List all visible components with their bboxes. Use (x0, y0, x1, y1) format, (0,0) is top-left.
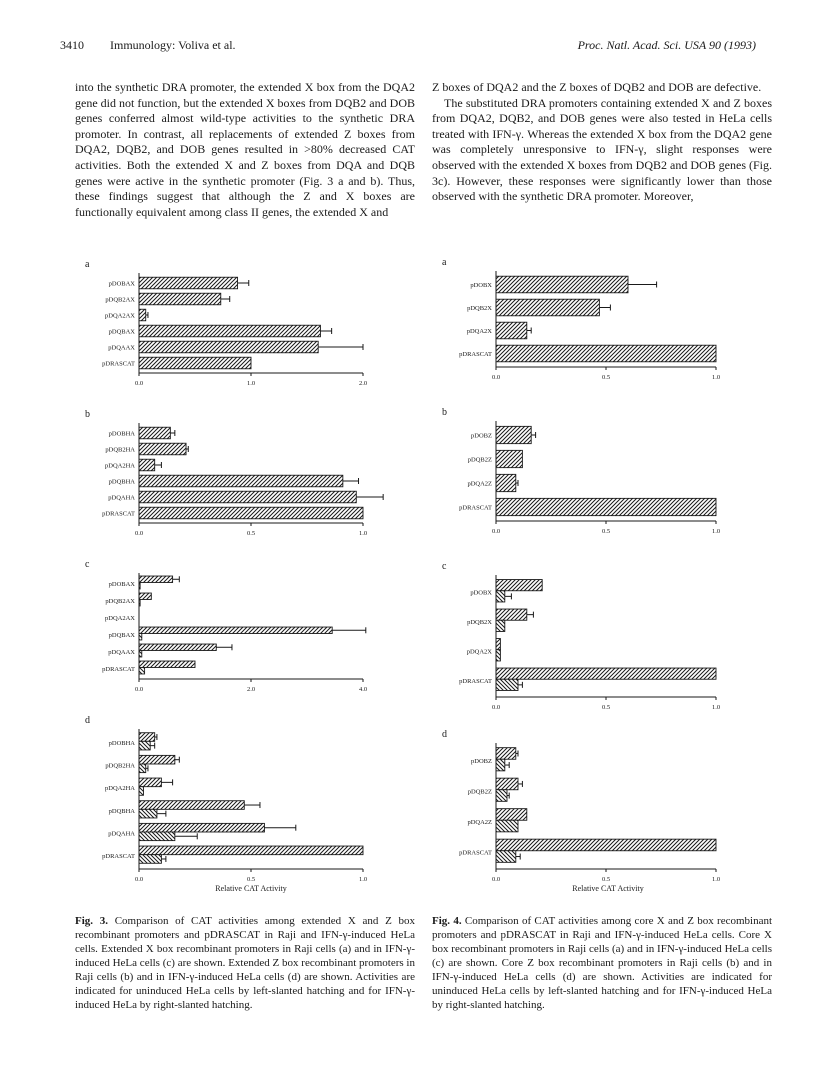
caption-text: Comparison of CAT activities among core X and Z box recombinant promoters and pDRASCAT in Raji and IFN-γ-induced HeLa cells. Core X box recombinant promoters in Raji cells (a) and in IFN-γ-induced HeLa cells (c) are shown. Core Z box recombinant promoters in Raji cells (b) and in IFN-γ-induced HeLa cells (d) are shown. Activities are indicated for uninduced HeLa cells by left-slanted hatching and for IFN-γ-induced HeLa by right-slanted hatching. (432, 915, 773, 1011)
category-label: pDQB2Z (467, 788, 492, 796)
bar (139, 668, 145, 674)
tick-label: 0.5 (246, 876, 256, 883)
category-label: pDOBZ (471, 432, 492, 440)
bar (139, 357, 251, 369)
category-label: pDRASCAT (459, 351, 492, 358)
bar (496, 820, 518, 832)
bar (496, 620, 505, 631)
bar (496, 851, 516, 863)
tick-label: 0.0 (491, 374, 501, 381)
category-label: pDQBHA (108, 807, 135, 815)
bar (496, 450, 522, 467)
running-head-authors: Immunology: Voliva et al. (110, 38, 236, 52)
tick-label: 0.5 (246, 530, 256, 537)
bar (496, 639, 500, 650)
bar (496, 668, 716, 679)
tick-label: 0.0 (134, 876, 144, 883)
category-label: pDQA2Z (467, 818, 492, 826)
bar (496, 759, 505, 771)
panel-b (442, 407, 720, 535)
tick-label: 2.0 (358, 380, 368, 387)
category-label: pDRASCAT (102, 510, 135, 518)
bar (139, 832, 175, 841)
bar (496, 809, 527, 821)
category-label: pDQB2AX (105, 598, 135, 605)
bar (496, 790, 507, 802)
tick-label: 1.0 (711, 528, 721, 535)
right-text-column (432, 80, 772, 205)
panel-c (85, 559, 367, 693)
bar (139, 507, 363, 519)
bar (139, 661, 195, 667)
panel-label: a (442, 257, 447, 268)
bar (139, 277, 238, 289)
category-label: pDRASCAT (459, 849, 492, 857)
bar (139, 309, 146, 321)
tick-label: 1.0 (711, 876, 721, 883)
bar (139, 427, 170, 439)
tick-label: 1.0 (358, 876, 368, 883)
tick-label: 4.0 (358, 686, 368, 693)
panel-label: a (85, 259, 90, 270)
bar (496, 498, 716, 515)
bar (139, 491, 356, 503)
tick-label: 0.5 (601, 374, 611, 381)
bar (139, 475, 343, 487)
bar (139, 855, 161, 864)
category-label: pDQB2Z (467, 456, 492, 464)
bar (496, 345, 716, 362)
category-label: pDQAHA (108, 494, 135, 502)
category-label: pDRASCAT (102, 360, 135, 368)
category-label: pDQAHA (108, 830, 135, 838)
bar (496, 580, 542, 591)
tick-label: 1.0 (246, 380, 256, 387)
figure-4 (432, 255, 792, 905)
bar (139, 764, 146, 773)
figure-3-chart (75, 255, 435, 905)
panel-label: d (85, 715, 90, 726)
body-paragraph: into the synthetic DRA promoter, the extended X box from the DQA2 gene did not function, but the extended X boxes from DQB2 and DOB genes conferred almost wild-type activities to the synthetic DRA promoter. In contrast, all replacements of extended Z boxes from DQA2, DQB2, and DOB genes resulted in >80% decreased CAT activities. Both the extended X and Z boxes from DQA and DQB genes were active in the synthetic promoter (Fig. 3 a and b). Thus, these findings suggest that although the Z and X boxes are functionally equivalent among class II genes, the extended X and (75, 80, 415, 219)
x-axis-title: Relative CAT Activity (572, 884, 644, 893)
bar (496, 839, 716, 851)
bar (496, 778, 518, 790)
body-paragraph: Z boxes of DQA2 and the Z boxes of DQB2 and DOB are defective. (432, 80, 762, 94)
bar (139, 787, 143, 796)
bar (139, 755, 175, 764)
panel-label: b (85, 409, 90, 420)
category-label: pDOBHA (108, 430, 135, 438)
category-label: pDQA2AX (105, 615, 135, 622)
tick-label: 1.0 (711, 374, 721, 381)
bar (496, 609, 527, 620)
bar (139, 627, 332, 633)
bar (139, 846, 363, 855)
bar (139, 593, 151, 599)
bar (139, 443, 186, 455)
bar (139, 823, 264, 832)
running-head-journal: Proc. Natl. Acad. Sci. USA 90 (1993) (577, 38, 756, 52)
bar (139, 741, 150, 750)
bar (496, 322, 527, 339)
panel-label: d (442, 729, 447, 740)
category-label: pDOBHA (108, 739, 135, 747)
tick-label: 0.0 (491, 528, 501, 535)
body-paragraph: The substituted DRA promoters containing extended X and Z boxes from DQA2, DQB2, and DOB genes were also tested in HeLa cells treated with IFN-γ. Whereas the extended X box from the DQA2 gene was completely unresponsive to IFN-γ, slight responses were observed with the extended X boxes from DQB2 and DOB genes (Fig. 3c). However, these responses were significantly lower than those observed with the synthetic DRA promoter. Moreover, (432, 95, 772, 204)
figure-4-chart (432, 255, 792, 905)
category-label: pDOBX (470, 282, 492, 289)
category-label: pDRASCAT (102, 853, 135, 861)
category-label: pDOBX (470, 589, 492, 597)
panel-label: c (85, 559, 90, 570)
bar (139, 459, 155, 471)
tick-label: 0.0 (134, 686, 144, 693)
panel-a (85, 259, 367, 387)
category-label: pDQB2HA (105, 762, 135, 770)
category-label: pDRASCAT (459, 504, 492, 512)
category-label: pDQA2AX (105, 312, 135, 320)
category-label: pDQAAX (108, 649, 135, 656)
tick-label: 2.0 (246, 686, 256, 693)
bar (496, 591, 505, 602)
category-label: pDOBAX (108, 280, 135, 288)
bar (139, 809, 157, 818)
panel-c (442, 561, 720, 711)
category-label: pDQA2Z (467, 480, 492, 488)
bar (139, 293, 221, 305)
category-label: pDQBHA (108, 478, 135, 486)
panel-d (442, 729, 720, 883)
page-number: 3410 (60, 38, 84, 52)
category-label: pDQA2X (466, 328, 492, 335)
tick-label: 0.0 (491, 704, 501, 711)
caption-text: Comparison of CAT activities among extended X and Z box recombinant promoters and pDRASCAT in Raji and IFN-γ-induced HeLa cells. Extended X box recombinant promoters in Raji cells (a) and in IFN-γ-induced HeLa cells (c) are shown. Extended Z box recombinant promoters in Raji cells (b) and in IFN-γ-induced HeLa cells (d) are shown. Activities are indicated for uninduced HeLa cells by left-slanted hatching and for IFN-γ-induced HeLa by right-slanted hatching. (75, 915, 415, 1011)
category-label: pDOBZ (471, 757, 492, 765)
category-label: pDQA2HA (105, 462, 135, 470)
category-label: pDQBAX (108, 632, 135, 639)
tick-label: 0.0 (134, 530, 144, 537)
tick-label: 0.5 (601, 704, 611, 711)
bar (139, 778, 161, 787)
category-label: pDQB2AX (105, 296, 135, 304)
category-label: pDQB2X (467, 618, 492, 626)
left-text-column (75, 80, 415, 220)
tick-label: 1.0 (711, 704, 721, 711)
bar (496, 276, 628, 293)
bar (139, 644, 216, 650)
bar (139, 576, 173, 582)
panel-d (85, 715, 367, 883)
category-label: pDQA2HA (105, 785, 135, 793)
category-label: pDQB2HA (105, 446, 135, 454)
tick-label: 1.0 (358, 530, 368, 537)
bar (496, 426, 531, 443)
category-label: pDQBAX (108, 328, 135, 336)
bar (496, 748, 516, 760)
panel-b (85, 409, 383, 537)
tick-label: 0.5 (601, 528, 611, 535)
caption-label: Fig. 3. (75, 915, 108, 927)
figure-3 (75, 255, 435, 905)
bar (139, 801, 244, 810)
bar (496, 650, 500, 661)
category-label: pDRASCAT (102, 666, 135, 673)
panel-a (442, 257, 720, 381)
figure-3-caption (75, 914, 415, 1012)
tick-label: 0.0 (134, 380, 144, 387)
panel-label: c (442, 561, 447, 572)
category-label: pDQA2X (466, 648, 492, 656)
category-label: pDOBAX (108, 581, 135, 588)
tick-label: 0.0 (491, 876, 501, 883)
category-label: pDQB2X (467, 305, 492, 312)
bar (496, 679, 518, 690)
bar (496, 474, 516, 491)
bar (139, 325, 320, 337)
bar (139, 733, 155, 742)
panel-label: b (442, 407, 447, 418)
bar (139, 341, 318, 353)
category-label: pDRASCAT (459, 677, 492, 685)
figure-4-caption (432, 914, 772, 1012)
category-label: pDQAAX (108, 344, 135, 352)
tick-label: 0.5 (601, 876, 611, 883)
bar (496, 299, 599, 316)
x-axis-title: Relative CAT Activity (215, 884, 287, 893)
caption-label: Fig. 4. (432, 915, 462, 927)
